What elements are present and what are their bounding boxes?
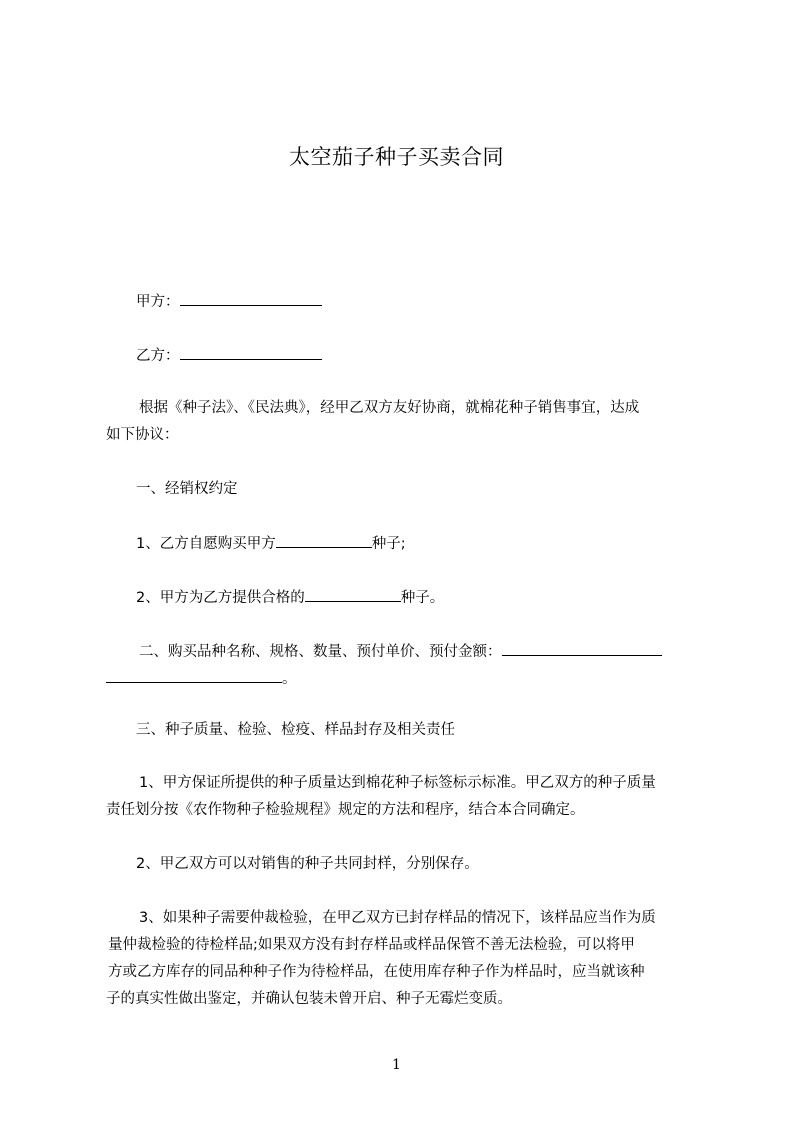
s1-item1-prefix: 1、乙方自愿购买甲方 — [136, 536, 276, 552]
section-1-item-2 — [136, 586, 736, 608]
s3-item1-line-1: 1、甲方保证所提供的种子质量达到棉花种子标签标示标准。甲乙双方的种子质量 — [139, 775, 656, 791]
party-b-label: 乙方： — [136, 348, 180, 364]
party-b-line — [136, 344, 736, 366]
s3-item1-line-2: 责任划分按《农作物种子检验规程》规定的方法和程序，结合本合同确定。 — [106, 802, 585, 818]
s1-item2-prefix: 2、甲方为乙方提供合格的 — [136, 590, 305, 606]
section-2-line-2 — [106, 667, 706, 689]
contract-title: 太空茄子种子买卖合同 — [289, 145, 504, 169]
purchase-details-blank-1 — [502, 640, 662, 656]
party-a-line — [136, 290, 736, 312]
s3-item2: 2、甲乙双方可以对销售的种子共同封样，分别保存。 — [136, 856, 479, 872]
s3-item3-line-3: 方或乙方库存的同品种种子作为待检样品，在使用库存种子作为样品时，应当就该种 — [108, 964, 645, 980]
section-2-period: 。 — [282, 671, 297, 687]
preamble-line-2: 如下协议： — [106, 427, 179, 443]
page-number: 1 — [392, 1057, 401, 1073]
section-2-text: 二、购买品种名称、规格、数量、预付单价、预付金额： — [139, 644, 502, 660]
s1-item2-suffix: 种子。 — [400, 590, 445, 606]
party-a-blank — [180, 290, 322, 306]
party-a-label: 甲方： — [136, 294, 180, 310]
party-b-blank — [180, 344, 322, 360]
purchase-details-blank-2 — [106, 667, 282, 683]
section-1-item-1 — [136, 532, 736, 554]
variety-blank-1 — [276, 532, 372, 548]
s3-item3-line-1: 3、如果种子需要仲裁检验，在甲乙双方已封存样品的情况下，该样品应当作为质 — [139, 910, 656, 926]
variety-blank-2 — [305, 586, 401, 602]
section-3-heading: 三、种子质量、检验、检疫、样品封存及相关责任 — [136, 722, 455, 738]
s3-item3-line-4: 子的真实性做出鉴定，并确认包装未曾开启、种子无霉烂变质。 — [106, 991, 512, 1007]
s3-item3-line-2: 量仲裁检验的待检样品;如果双方没有封存样品或样品保管不善无法检验，可以将甲 — [108, 937, 635, 953]
section-2-line-1 — [139, 640, 739, 662]
preamble-line-1: 根据《种子法》、《民法典》，经甲乙双方友好协商，就棉花种子销售事宜，达成 — [139, 400, 640, 416]
section-1-heading: 一、经销权约定 — [136, 481, 238, 497]
s1-item1-suffix: 种子; — [371, 536, 406, 552]
